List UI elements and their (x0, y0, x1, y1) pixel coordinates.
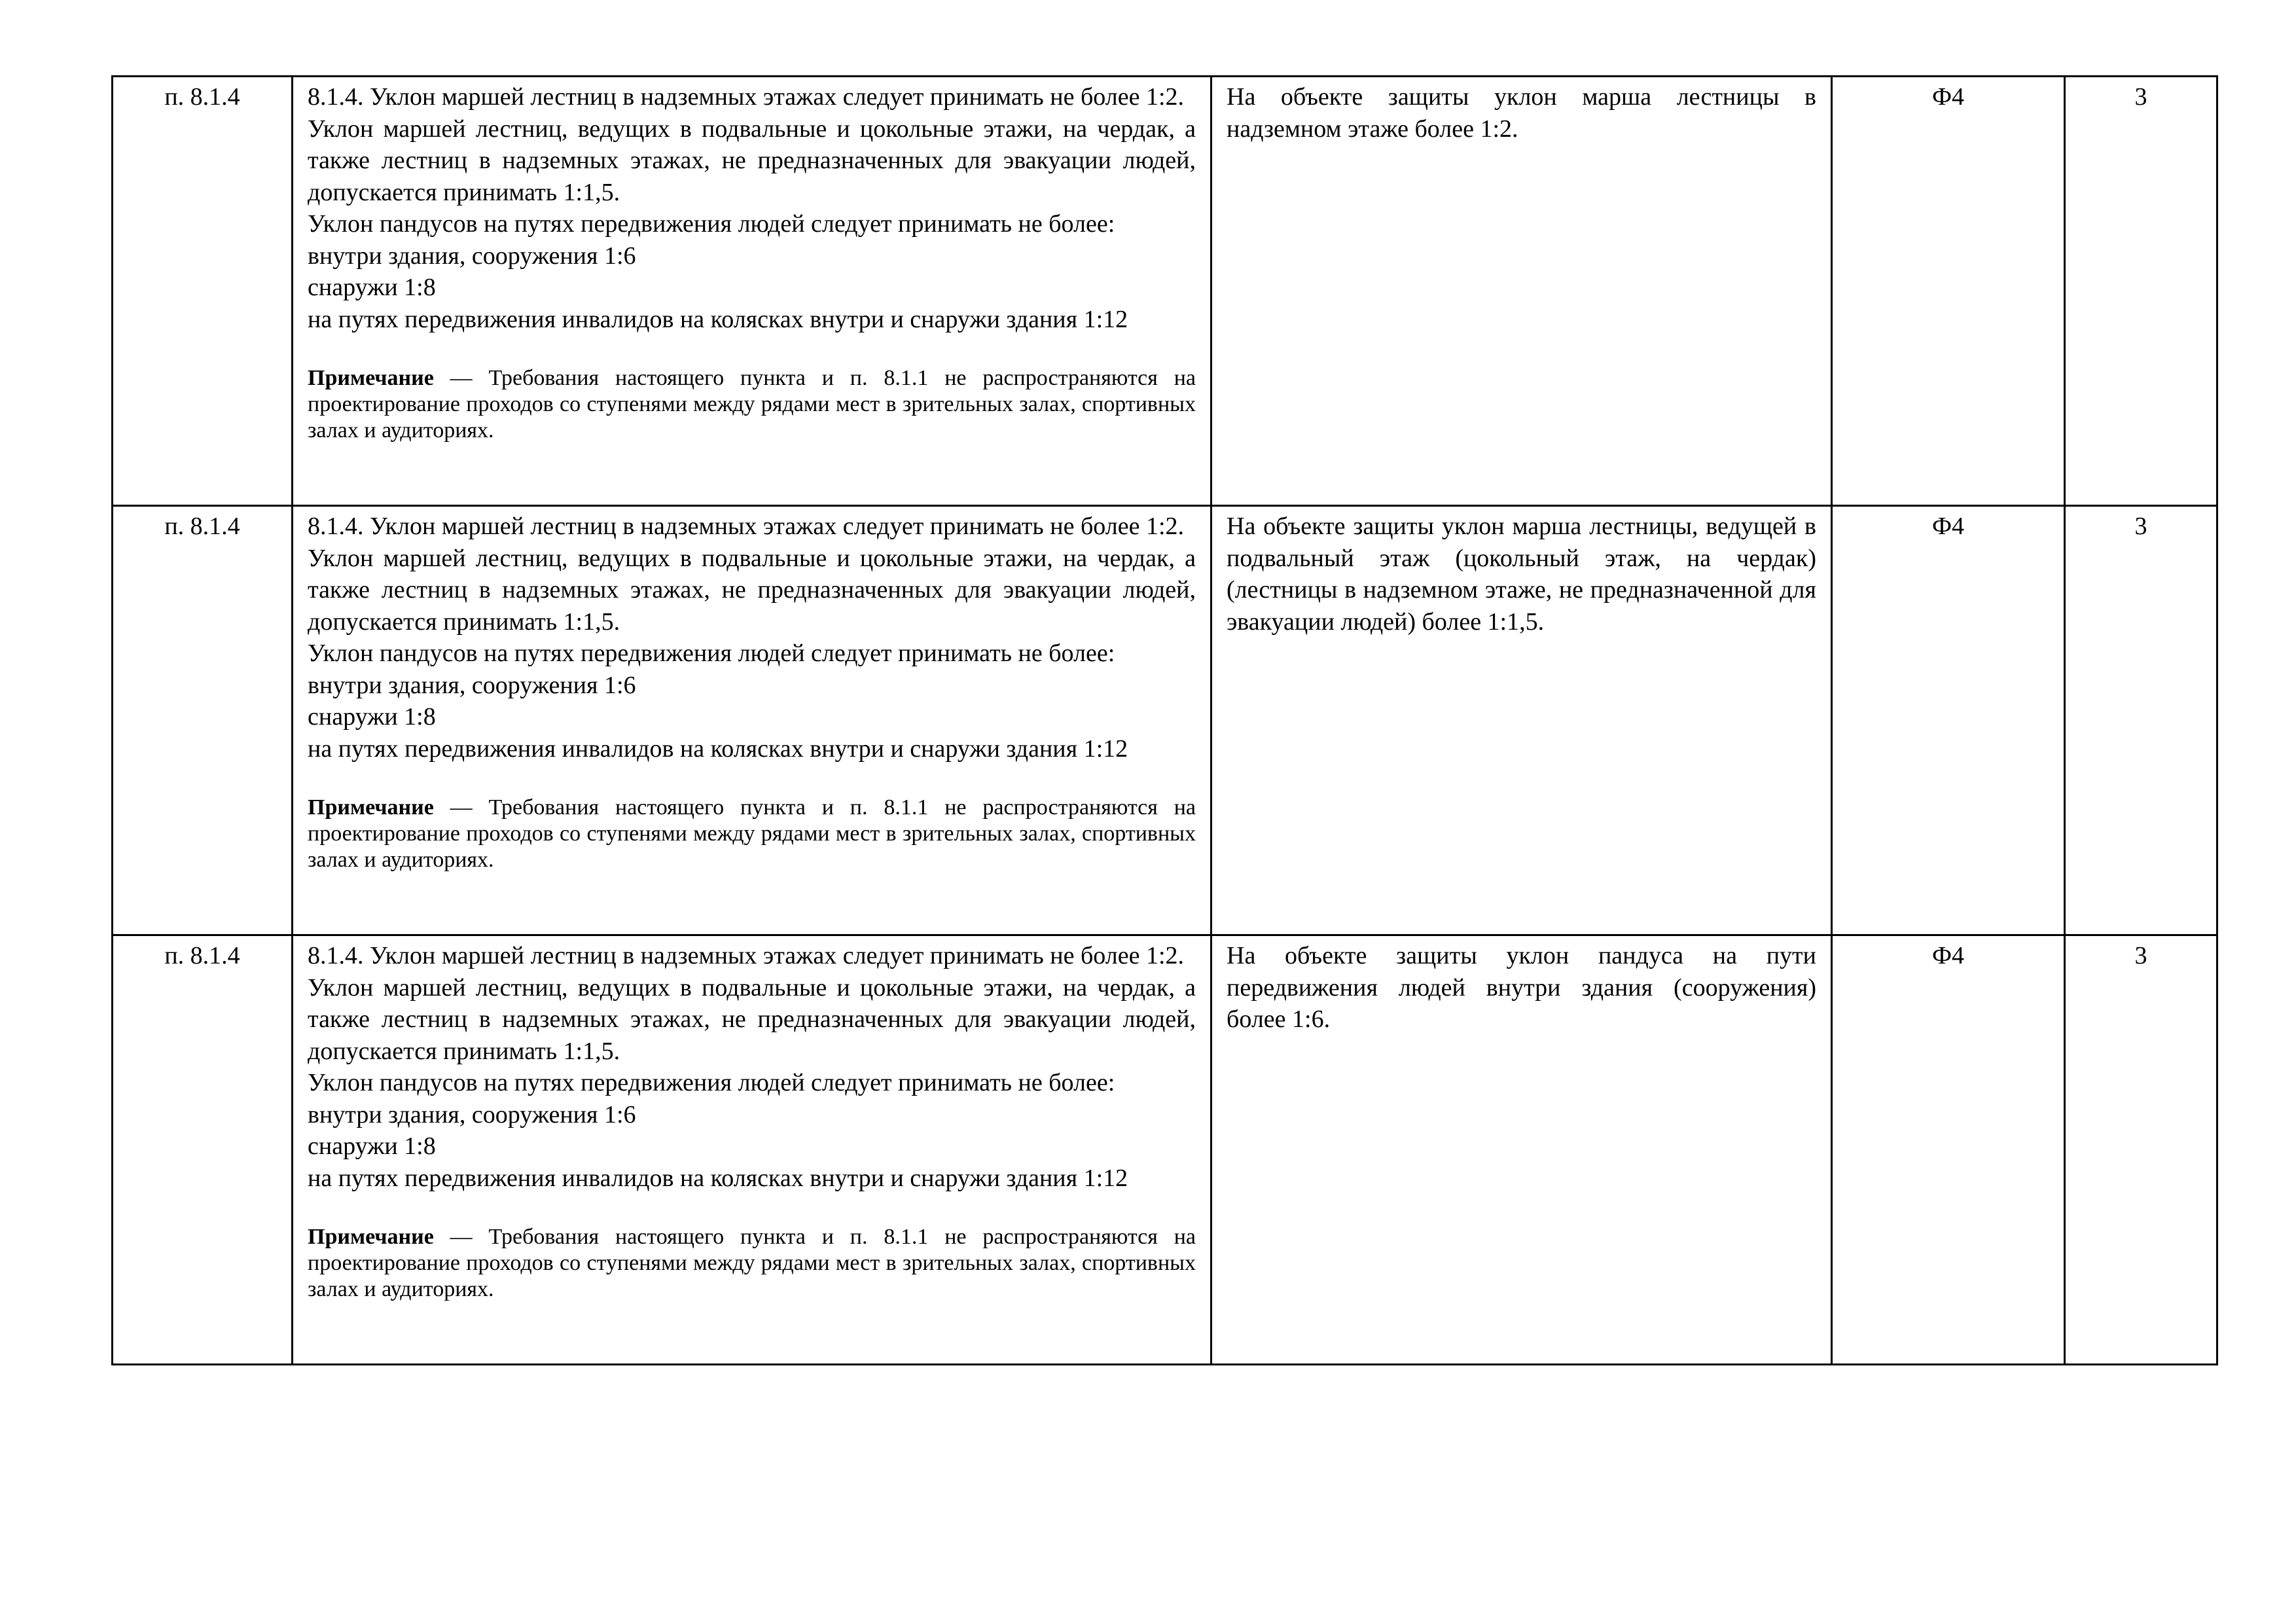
requirement-line: Уклон пандусов на путях передвижения людей следует принимать не более: (308, 210, 1115, 238)
violation-text: На объекте защиты уклон марша лестницы, ведущей в подвальный этаж (цокольный этаж, на чердак) (лестницы в надземном этаже, не предназначенной для эвакуации людей) более 1:1,5. (1227, 513, 1816, 636)
requirement-line: внутри здания, сооружения 1:6 (308, 1100, 636, 1128)
requirement-line: 8.1.4. Уклон маршей лестниц в надземных этажах следует принимать не более 1:2. (308, 83, 1185, 111)
functional-class: Ф4 (1931, 83, 1965, 111)
note-text: — Требования настоящего пункта и п. 8.1.1 не распространяются на проектирование проходов со ступенями между рядами мест в зрительных залах, спортивных залах и аудиториях. (308, 795, 1196, 872)
clause-reference: п. 8.1.4 (164, 83, 240, 111)
category-cell (2065, 77, 2217, 506)
category-value: 3 (2134, 513, 2147, 540)
requirement-note (308, 795, 1196, 873)
table-row (113, 506, 2217, 935)
violation-cell (1211, 77, 1832, 506)
functional-class: Ф4 (1931, 942, 1965, 969)
clause-reference: п. 8.1.4 (164, 942, 240, 969)
requirement-line: внутри здания, сооружения 1:6 (308, 671, 636, 699)
requirements-table (111, 75, 2218, 1365)
requirement-line: снаружи 1:8 (308, 274, 436, 301)
note-text: — Требования настоящего пункта и п. 8.1.1 не распространяются на проектирование проходов со ступенями между рядами мест в зрительных залах, спортивных залах и аудиториях. (308, 366, 1196, 442)
requirement-line: Уклон пандусов на путях передвижения людей следует принимать не более: (308, 640, 1115, 667)
violation-cell (1211, 506, 1832, 935)
clause-reference-cell (113, 77, 293, 506)
table-row (113, 77, 2217, 506)
requirement-note (308, 365, 1196, 444)
requirement-cell (293, 506, 1211, 935)
requirement-cell (293, 77, 1211, 506)
note-label: Примечание (308, 795, 434, 820)
category-value: 3 (2134, 942, 2147, 969)
requirement-line: Уклон маршей лестниц, ведущих в подвальные и цокольные этажи, на чердак, а также лестниц в надземных этажах, не предназначенных для эвакуации людей, допускается принимать 1:1,5. (308, 115, 1196, 206)
requirement-line: Уклон маршей лестниц, ведущих в подвальные и цокольные этажи, на чердак, а также лестниц в надземных этажах, не предназначенных для эвакуации людей, допускается принимать 1:1,5. (308, 544, 1196, 636)
category-value: 3 (2134, 83, 2147, 111)
note-text: — Требования настоящего пункта и п. 8.1.1 не распространяются на проектирование проходов со ступенями между рядами мест в зрительных залах, спортивных залах и аудиториях. (308, 1225, 1196, 1301)
requirement-line: внутри здания, сооружения 1:6 (308, 242, 636, 270)
requirement-line: Уклон маршей лестниц, ведущих в подвальные и цокольные этажи, на чердак, а также лестниц в надземных этажах, не предназначенных для эвакуации людей, допускается принимать 1:1,5. (308, 973, 1196, 1065)
requirement-line: на путях передвижения инвалидов на колясках внутри и снаружи здания 1:12 (308, 305, 1128, 333)
class-cell (1832, 935, 2065, 1365)
table-row (113, 935, 2217, 1365)
requirement-line: 8.1.4. Уклон маршей лестниц в надземных этажах следует принимать не более 1:2. (308, 942, 1185, 969)
requirement-note (308, 1224, 1196, 1303)
violation-text: На объекте защиты уклон пандуса на пути передвижения людей внутри здания (сооружения) более 1:6. (1227, 942, 1816, 1033)
category-cell (2065, 506, 2217, 935)
clause-reference-cell (113, 506, 293, 935)
category-cell (2065, 935, 2217, 1365)
class-cell (1832, 77, 2065, 506)
note-label: Примечание (308, 366, 434, 390)
requirement-line: на путях передвижения инвалидов на колясках внутри и снаружи здания 1:12 (308, 1164, 1128, 1192)
requirement-line: Уклон пандусов на путях передвижения людей следует принимать не более: (308, 1069, 1115, 1096)
requirement-cell (293, 935, 1211, 1365)
clause-reference-cell (113, 935, 293, 1365)
requirement-line: снаружи 1:8 (308, 703, 436, 731)
violation-cell (1211, 935, 1832, 1365)
functional-class: Ф4 (1931, 513, 1965, 540)
class-cell (1832, 506, 2065, 935)
note-label: Примечание (308, 1225, 434, 1249)
requirement-line: на путях передвижения инвалидов на колясках внутри и снаружи здания 1:12 (308, 734, 1128, 763)
requirement-line: 8.1.4. Уклон маршей лестниц в надземных этажах следует принимать не более 1:2. (308, 513, 1185, 540)
requirement-line: снаружи 1:8 (308, 1132, 436, 1160)
violation-text: На объекте защиты уклон марша лестницы в надземном этаже более 1:2. (1227, 83, 1816, 143)
clause-reference: п. 8.1.4 (164, 513, 240, 540)
